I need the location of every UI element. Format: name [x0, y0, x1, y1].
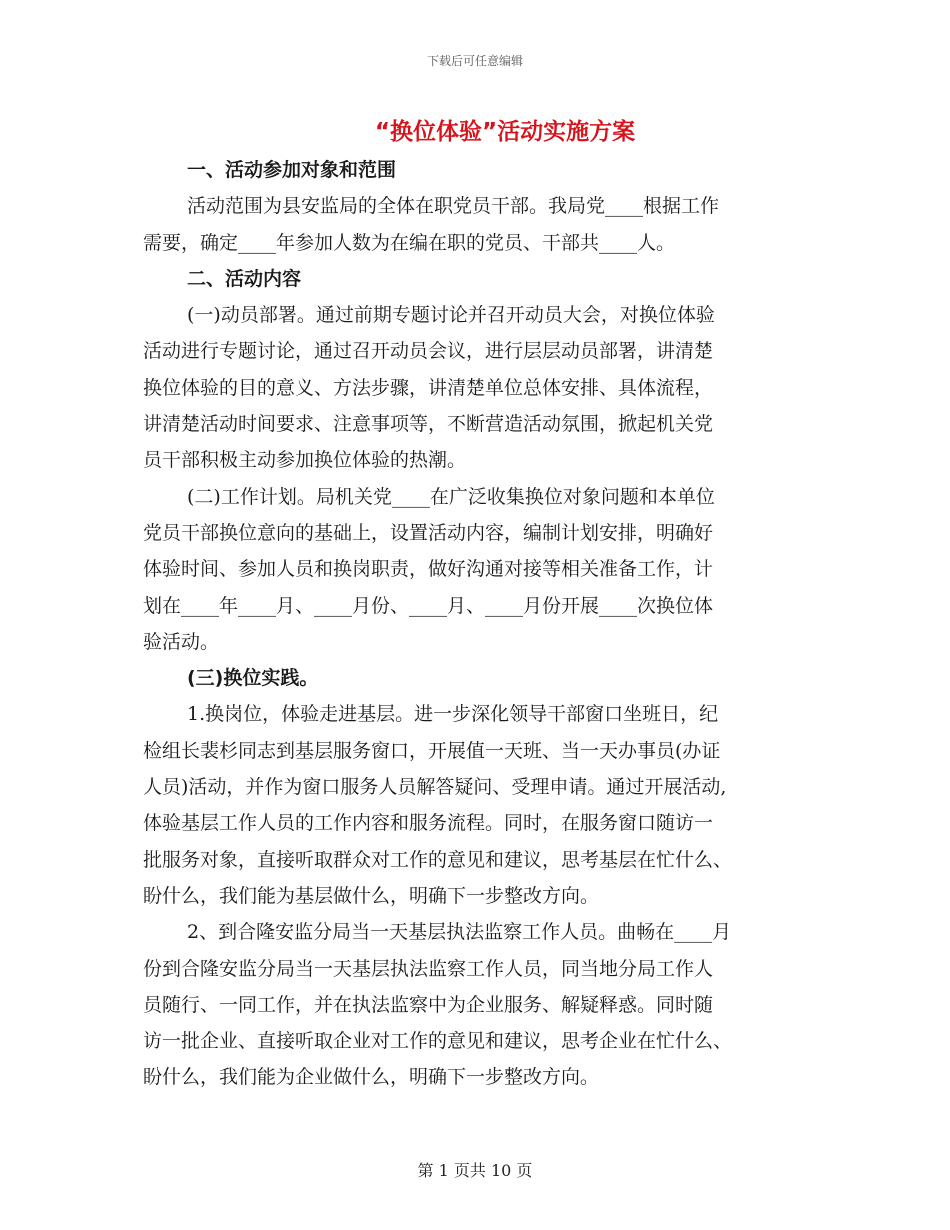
text-line: 人员)活动，并作为窗口服务人员解答疑问、受理申请。通过开展活动, [143, 776, 727, 799]
paragraph-work-plan [143, 479, 803, 660]
text-line: (一)动员部署。通过前期专题讨论并召开动员大会，对换位体验 [187, 304, 715, 327]
text-line: 划在____年____月、____月份、____月、____月份开展____次换位体 [143, 594, 714, 617]
text-line: 盼什么，我们能为企业做什么，明确下一步整改方向。 [143, 1066, 600, 1089]
text-line: 活动范围为县安监局的全体在职党员干部。我局党____根据工作 [187, 195, 720, 218]
paragraph-scope [143, 188, 803, 261]
text-line: 检组长裴杉同志到基层服务窗口，开展值一天班、当一天办事员(办证 [143, 739, 721, 762]
text-line: 验活动。 [143, 630, 220, 653]
text-line: 需要，确定____年参加人数为在编在职的党员、干部共____人。 [143, 231, 676, 254]
text-line: 盼什么，我们能为基层做什么，明确下一步整改方向。 [143, 884, 600, 907]
text-line: (二)工作计划。局机关党____在广泛收集换位对象问题和本单位 [187, 485, 715, 508]
document-body [143, 152, 803, 1096]
text-line: 体验时间、参加人员和换岗职责，做好沟通对接等相关准备工作，计 [143, 558, 714, 581]
section-heading-1: 一、活动参加对象和范围 [187, 159, 397, 181]
text-line: 员随行、一同工作，并在执法监察中为企业服务、解疑释惑。同时随 [143, 993, 714, 1016]
text-line: 员干部积极主动参加换位体验的热潮。 [143, 449, 467, 472]
text-line: 党员干部换位意向的基础上，设置活动内容，编制计划安排，明确好 [143, 521, 714, 544]
text-line: 活动进行专题讨论，通过召开动员会议，进行层层动员部署，讲清楚 [143, 340, 714, 363]
paragraph-branch-visit [143, 914, 803, 1095]
text-line: 讲清楚活动时间要求、注意事项等，不断营造活动氛围，掀起机关党 [143, 413, 714, 436]
document-title: “换位体验”活动实施方案 [374, 119, 636, 145]
section-heading-2: 二、活动内容 [187, 267, 302, 290]
text-line: 体验基层工作人员的工作内容和服务流程。同时，在服务窗口随访一 [143, 812, 714, 835]
paragraph-job-swap [143, 696, 803, 914]
text-line: 份到合隆安监分局当一天基层执法监察工作人员，同当地分局工作人 [143, 957, 714, 980]
text-line: 批服务对象，直接听取群众对工作的意见和建议，思考基层在忙什么、 [143, 848, 733, 871]
subsection-heading-3: (三)换位实践。 [187, 667, 319, 690]
text-line: 2、到合隆安监分局当一天基层执法监察工作人员。曲畅在____月 [187, 921, 732, 944]
header-note: 下载后可任意编辑 [426, 54, 523, 68]
page-footer: 第 1 页共 10 页 [417, 1161, 533, 1180]
text-line: 访一批企业、直接听取企业对工作的意见和建议，思考企业在忙什么、 [143, 1030, 733, 1053]
paragraph-mobilization [143, 297, 803, 478]
text-line: 换位体验的目的意义、方法步骤，讲清楚单位总体安排、具体流程， [143, 376, 714, 399]
text-line: 1.换岗位，体验走进基层。进一步深化领导干部窗口坐班日，纪 [187, 703, 719, 726]
